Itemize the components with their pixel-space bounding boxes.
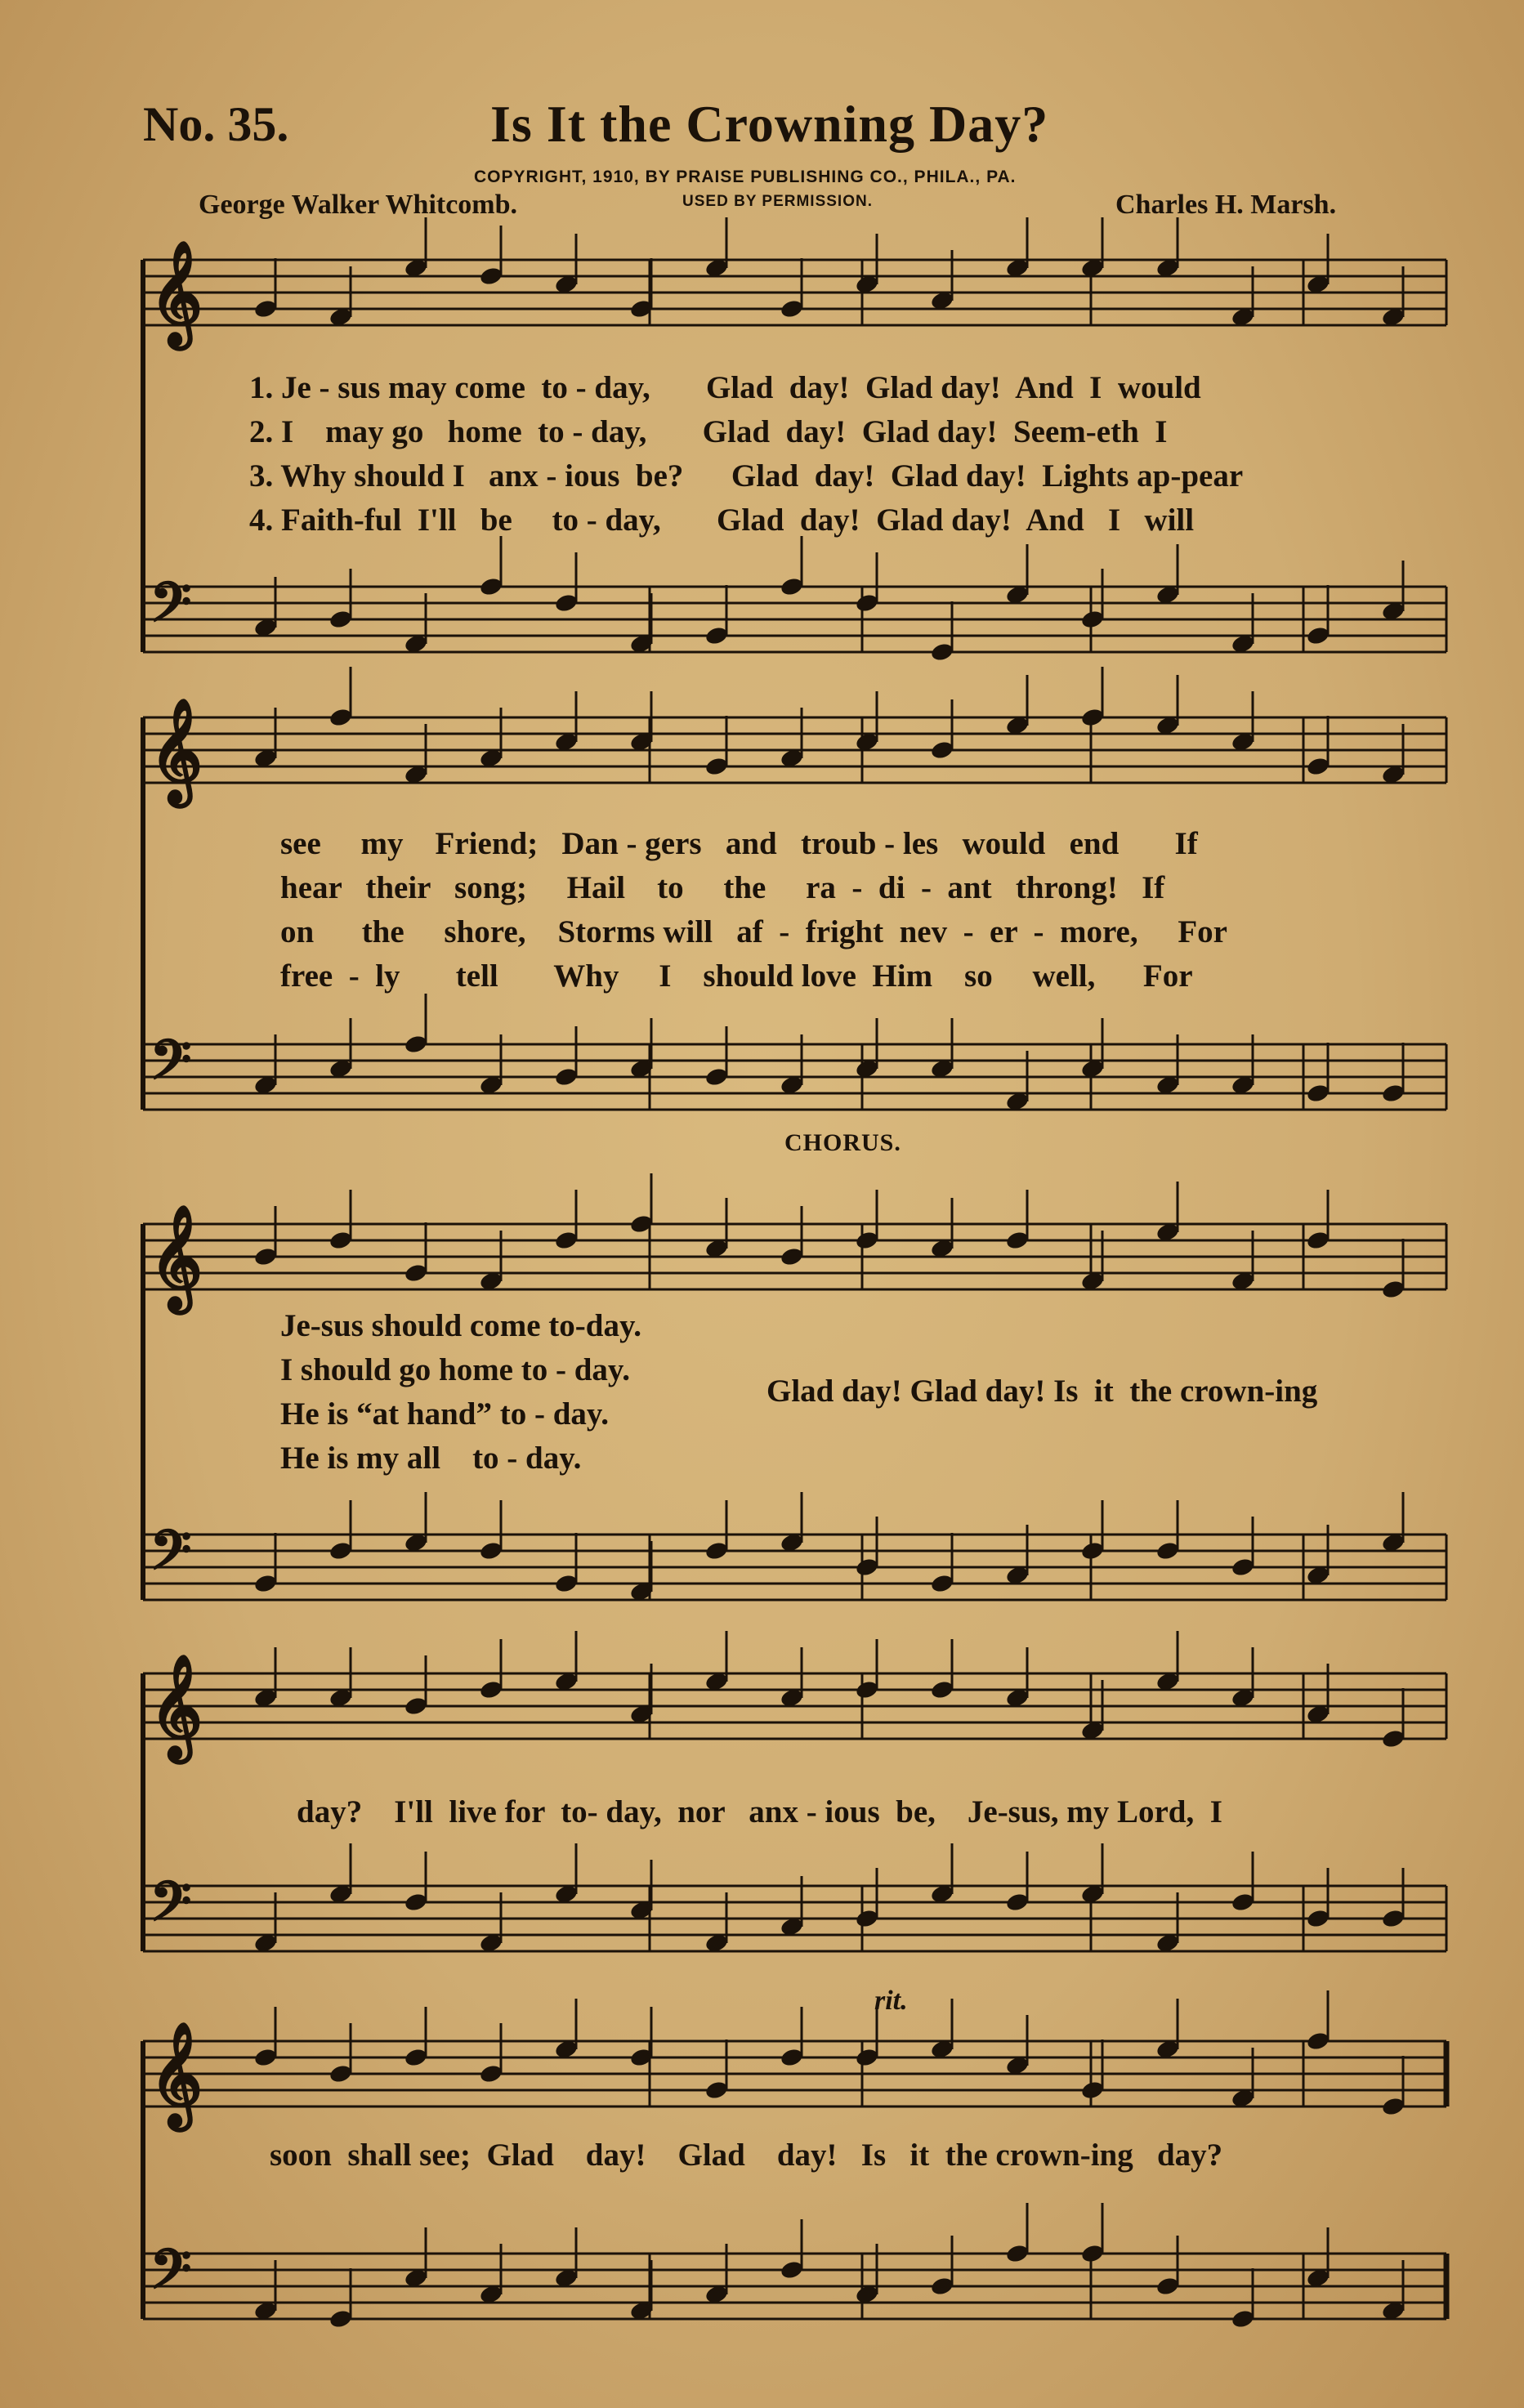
- verse-2-line-2: hear their song; Hail to the ra - di - ant throng! If: [280, 870, 1165, 905]
- bass-clef: 𝄢: [150, 2237, 192, 2314]
- staff-lines: [143, 260, 1446, 2319]
- verse-1-line-2: see my Friend; Dan - gers and troub - les would end If: [280, 826, 1198, 861]
- verse-3-line-1: 3. Why should I anx - ious be? Glad day! Glad day! Lights ap-pear: [249, 458, 1244, 494]
- verse-2-line-3: I should go home to - day.: [280, 1352, 631, 1387]
- treble-clef: 𝄞: [150, 2021, 203, 2126]
- bass-clef: 𝄢: [150, 1870, 192, 1946]
- verse-1-line-1: 1. Je - sus may come to - day, Glad day! Glad day! And I would: [249, 370, 1201, 405]
- verse-3-line-2: on the shore, Storms will af - fright nev - er - more, For: [280, 914, 1227, 949]
- chorus-refrain-line: Glad day! Glad day! Is it the crown-ing: [766, 1374, 1318, 1409]
- hymn-title: Is It the Crowning Day?: [490, 95, 1049, 153]
- chorus-label: CHORUS.: [784, 1129, 901, 1156]
- bass-clef: 𝄢: [150, 1518, 192, 1595]
- author-credit: George Walker Whitcomb.: [199, 190, 518, 220]
- bass-clef: 𝄢: [150, 570, 192, 647]
- chorus-line-3: soon shall see; Glad day! Glad day! Is it the crown-ing day?: [270, 2138, 1223, 2173]
- verse-4-line-2: free - ly tell Why I should love Him so well, For: [280, 958, 1193, 994]
- verse-2-line-1: 2. I may go home to - day, Glad day! Glad day! Seem-eth I: [249, 414, 1168, 449]
- treble-clef: 𝄞: [150, 239, 203, 345]
- bass-clef: 𝄢: [150, 1028, 192, 1105]
- treble-clef: 𝄞: [150, 697, 203, 802]
- clefs: [150, 239, 203, 2314]
- permission-line: USED BY PERMISSION.: [682, 193, 873, 210]
- treble-clef: 𝄞: [150, 1204, 203, 1309]
- composer-credit: Charles H. Marsh.: [1115, 190, 1337, 220]
- treble-clef: 𝄞: [150, 1653, 203, 1758]
- chorus-line-2: day? I'll live for to- day, nor anx - ious be, Je-sus, my Lord, I: [297, 1794, 1222, 1829]
- hymn-number: No. 35.: [143, 97, 289, 151]
- copyright-line: COPYRIGHT, 1910, BY PRAISE PUBLISHING CO., PHILA., PA.: [474, 168, 1017, 186]
- verse-4-line-3: He is my all to - day.: [280, 1441, 582, 1476]
- verse-4-line-1: 4. Faith-ful I'll be to - day, Glad day! Glad day! And I will: [249, 503, 1195, 538]
- verse-3-line-3: He is “at hand” to - day.: [280, 1396, 609, 1432]
- verse-1-line-3: Je-sus should come to-day.: [280, 1308, 642, 1343]
- tempo-marking: rit.: [874, 1986, 908, 2016]
